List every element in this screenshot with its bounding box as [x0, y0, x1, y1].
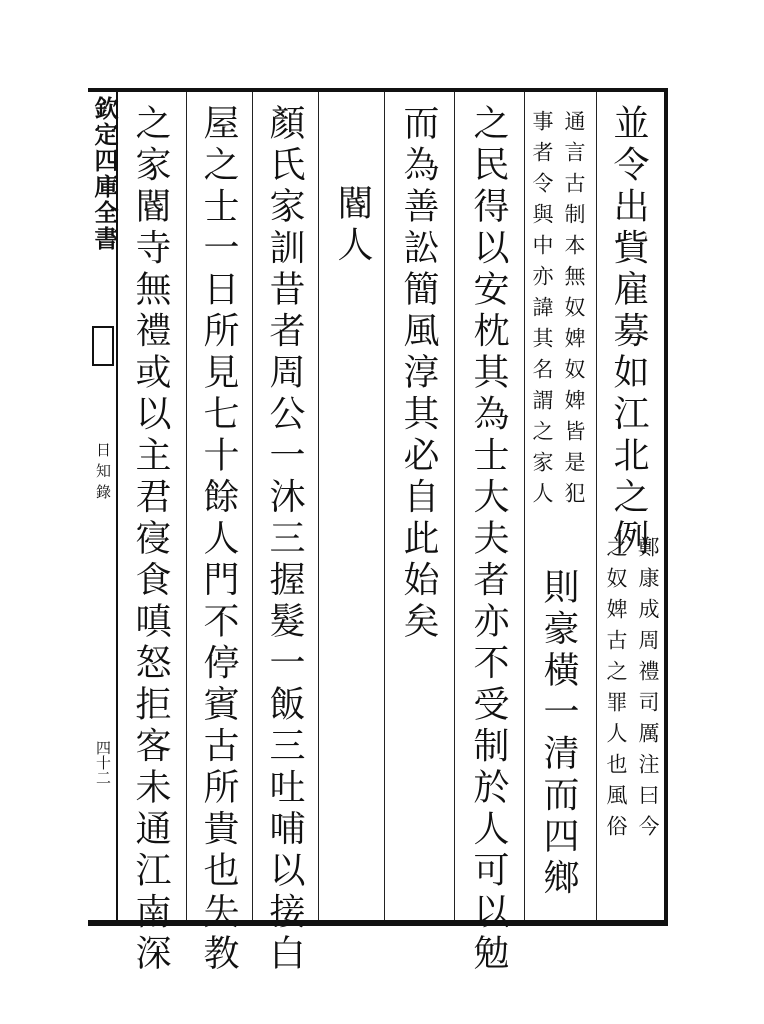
section-heading: 閽人: [332, 184, 373, 267]
column-rule: [252, 92, 253, 920]
text-column-4: 而為善訟簡風淳其必自此始矣: [398, 104, 439, 644]
column-rule: [384, 92, 385, 920]
text-column-3: 之民得以安枕其為士大夫者亦不受制於人可以勉: [468, 104, 509, 976]
text-column-1-note-b: 之奴婢古之罪人也風俗: [604, 536, 628, 846]
column-rule: [318, 92, 319, 920]
book-title: 日知錄: [94, 442, 112, 505]
text-column-2-main: 則豪橫一清而四鄉: [538, 568, 579, 900]
fish-tail-mark: [92, 326, 114, 366]
collection-title: 欽定四庫全書: [90, 96, 119, 252]
page-number: 四十二: [94, 740, 112, 785]
text-column-1-main: 並令出貲雇募如江北之例: [608, 104, 649, 561]
text-column-8: 之家閽寺無禮或以主君寑食嗔怒拒客未通江南深: [130, 104, 171, 976]
text-column-2-note-b: 事者令與中亦諱其名謂之家人: [530, 110, 554, 513]
column-rule: [524, 92, 525, 920]
text-column-7: 屋之士一日所見七十餘人門不停賓古所貴也失教: [198, 104, 239, 976]
text-column-2-note-a: 通言古制本無奴婢奴婢皆是犯: [562, 110, 586, 513]
text-column-6: 顏氏家訓昔者周公一沐三握髮一飯三吐哺以接白: [264, 104, 305, 976]
text-column-1-note-a: 鄭康成周禮司厲注曰今: [636, 536, 660, 846]
column-rule: [596, 92, 597, 920]
column-rule: [454, 92, 455, 920]
column-rule: [186, 92, 187, 920]
